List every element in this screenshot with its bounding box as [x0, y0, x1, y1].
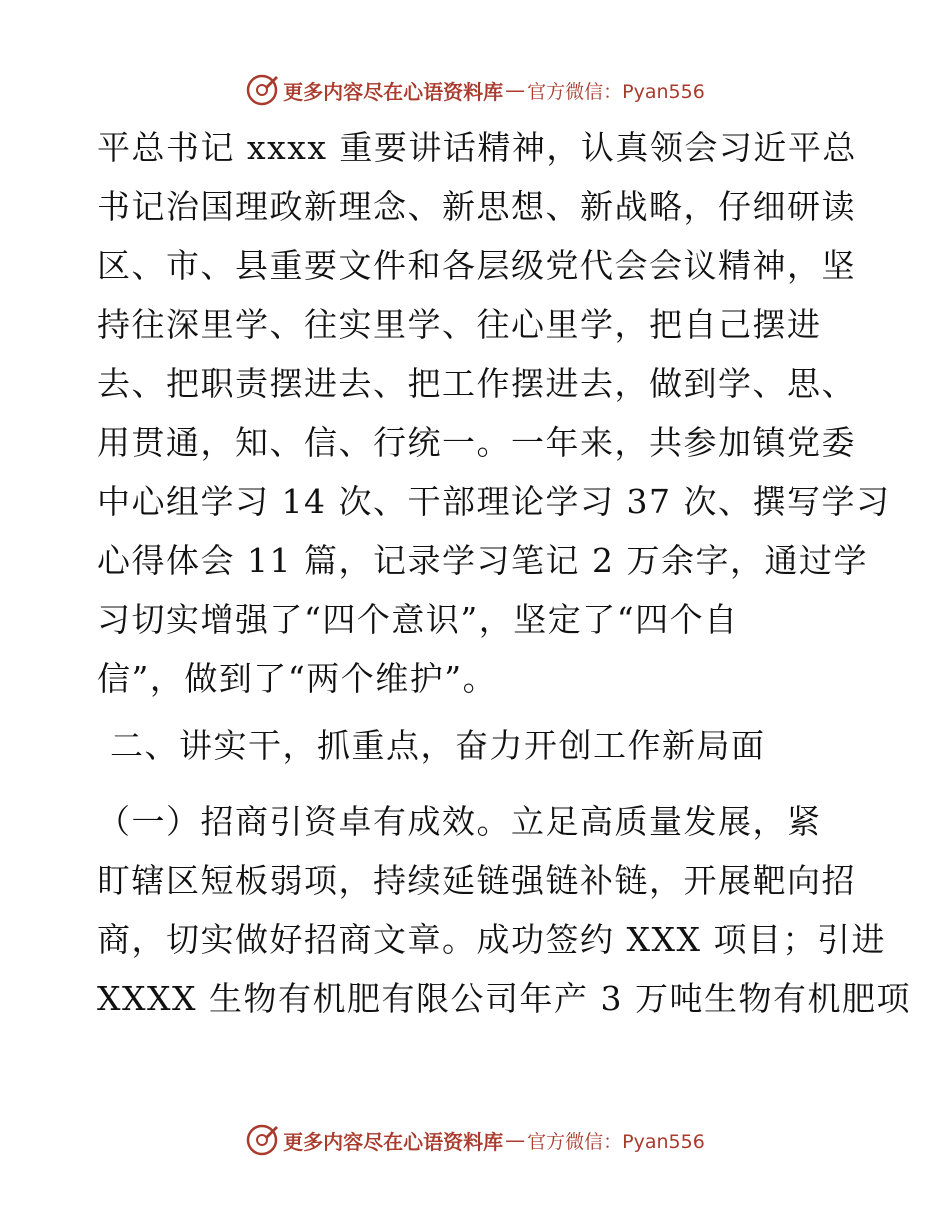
text-line: 心得体会 11 篇，记录学习笔记 2 万余字，通过学 [97, 541, 868, 580]
text-line: 持往深里学、往实里学、往心里学，把自己摆进 [97, 305, 822, 344]
footer-banner [0, 1120, 950, 1160]
header-dash: — [505, 78, 526, 102]
pen-circle-logo-icon [245, 73, 279, 107]
text-line: 商，切实做好招商文章。成功签约 XXX 项目；引进 [97, 920, 886, 959]
footer-wechat-text: 官方微信：Pyan556 [527, 1130, 705, 1153]
header-banner [0, 70, 950, 110]
text-line: 书记治国理政新理念、新思想、新战略，仔细研读 [97, 187, 856, 226]
header-brand-text: 更多内容尽在心语资料库 [283, 79, 504, 104]
paragraph-2 [97, 792, 911, 1028]
text-line: 用贯通，知、信、行统一。一年来，共参加镇党委 [97, 423, 856, 462]
paragraph-1 [97, 118, 891, 708]
footer-dash: — [505, 1128, 526, 1152]
text-line: XXXX 生物有机肥有限公司年产 3 万吨生物有机肥项 [97, 979, 911, 1018]
header-wechat-text: 官方微信：Pyan556 [527, 80, 705, 103]
pen-circle-logo-icon [245, 1123, 279, 1157]
section-heading: 二、讲实干，抓重点，奋力开创工作新局面 [110, 726, 766, 765]
text-line: 盯辖区短板弱项，持续延链强链补链，开展靶向招 [97, 861, 856, 900]
footer-brand-text: 更多内容尽在心语资料库 [283, 1129, 504, 1154]
text-line: 信”，做到了“两个维护”。 [97, 659, 498, 698]
text-line: 平总书记 xxxx 重要讲话精神，认真领会习近平总 [97, 128, 857, 167]
text-line: 区、市、县重要文件和各层级党代会会议精神，坚 [97, 246, 856, 285]
text-line: （一）招商引资卓有成效。立足高质量发展，紧 [97, 802, 822, 841]
text-line: 去、把职责摆进去、把工作摆进去，做到学、思、 [97, 364, 856, 403]
text-line: 中心组学习 14 次、干部理论学习 37 次、撰写学习 [97, 482, 891, 521]
text-line: 习切实增强了“四个意识”，坚定了“四个自 [97, 600, 739, 639]
